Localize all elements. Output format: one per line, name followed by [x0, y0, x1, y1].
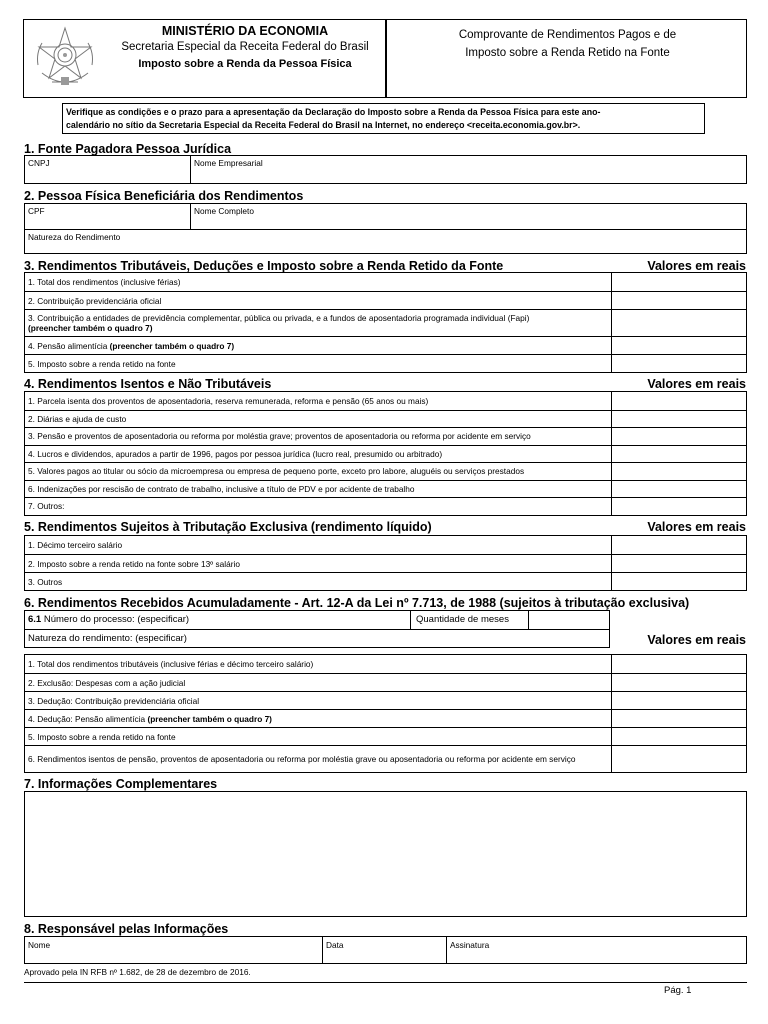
- section1-title: 1. Fonte Pagadora Pessoa Jurídica: [24, 142, 232, 156]
- value-cell: [611, 481, 746, 498]
- table-row: [25, 480, 746, 498]
- row-label: 2. Contribuição previdenciária oficial: [28, 295, 162, 306]
- row-label: 6. Indenizações por rescisão de contrato de trabalho, inclusive a título de PDV e por acidente de trabalho: [28, 483, 415, 494]
- nature-spec-label: Natureza do rendimento: (especificar): [28, 633, 187, 644]
- value-cell: [611, 446, 746, 463]
- values-header-s4: Valores em reais: [647, 377, 746, 391]
- row-label: 5. Valores pagos ao titular ou sócio da microempresa ou empresa de pequeno porte, exceto pro labore, aluguéis ou serviços prestados: [28, 466, 525, 477]
- section2-title: 2. Pessoa Física Beneficiária dos Rendimentos: [24, 189, 304, 203]
- responsible-name-label: Nome: [28, 940, 51, 950]
- row-label: 5. Imposto sobre a renda retido na fonte: [28, 358, 176, 369]
- values-header-s3: Valores em reais: [647, 259, 746, 273]
- row-label-note: (preencher também o quadro 7): [28, 323, 153, 333]
- table-row: [25, 445, 746, 463]
- value-cell: [611, 337, 746, 354]
- beneficiary-vdivider: [190, 204, 191, 229]
- value-cell: [611, 728, 746, 745]
- coat-of-arms-logo: [32, 25, 98, 91]
- header-divider: [385, 19, 387, 98]
- value-cell: [611, 463, 746, 480]
- months-label: Quantidade de meses: [416, 614, 509, 625]
- beneficiary-hdivider: [25, 229, 746, 230]
- value-cell: [611, 310, 746, 336]
- signature-label: Assinatura: [450, 940, 490, 950]
- value-cell: [611, 392, 746, 410]
- value-cell: [611, 292, 746, 309]
- row-label: 1. Total dos rendimentos (inclusive férias): [28, 277, 181, 287]
- row-label: 1. Total dos rendimentos tributáveis (inclusive férias e décimo terceiro salário): [28, 659, 314, 669]
- value-cell: [611, 555, 746, 572]
- process-vdivider-2: [528, 611, 529, 629]
- table-row: [25, 497, 746, 515]
- section5-title: 5. Rendimentos Sujeitos à Tributação Exclusiva (rendimento líquido): [24, 520, 432, 534]
- row-label: 4. Lucros e dividendos, apurados a partir de 1996, pagos por pessoa jurídica (lucro real, presumido ou arbitrado): [28, 448, 443, 459]
- table-row: [25, 354, 746, 372]
- row-label-text: 4. Pensão alimentícia: [28, 340, 110, 351]
- complementary-info-box: [24, 791, 747, 917]
- tax-name: Imposto sobre a Renda da Pessoa Física: [138, 58, 352, 70]
- row-label-text: 4. Dedução: Pensão alimentícia: [28, 713, 148, 724]
- section4-title: 4. Rendimentos Isentos e Não Tributáveis: [24, 377, 272, 391]
- responsible-vdivider-2: [446, 937, 447, 963]
- row-label: [28, 714, 603, 724]
- approval-text: Aprovado pela IN RFB nº 1.682, de 28 de dezembro de 2016.: [24, 967, 251, 977]
- page-number: Pág. 1: [664, 985, 692, 996]
- table-row: [25, 273, 746, 291]
- payer-divider: [190, 156, 191, 183]
- notice-line2: calendário no sítio da Secretaria Especial da Receita Federal do Brasil na Internet, no endereço <receita.economia.gov.br>.: [66, 120, 581, 130]
- section5-table: [24, 535, 747, 591]
- process-box: [24, 610, 610, 648]
- cnpj-label: CNPJ: [28, 158, 50, 168]
- row-label: 3. Pensão e proventos de aposentadoria ou reforma por moléstia grave; proventos de aposentadoria ou reforma por acidente em serviço: [28, 431, 531, 442]
- value-cell: [611, 536, 746, 554]
- doc-title-line1: Comprovante de Rendimentos Pagos e de: [458, 29, 677, 41]
- table-row: [25, 536, 746, 554]
- row-label-note: (preencher também o quadro 7): [109, 340, 235, 351]
- table-row: [25, 673, 746, 691]
- table-row: [25, 410, 746, 428]
- row-label: 6. Rendimentos isentos de pensão, proventos de aposentadoria ou reforma por moléstia grave ou aposentadoria ou reforma por acidente em serviço: [28, 754, 576, 764]
- table-row: [25, 291, 746, 309]
- value-cell: [611, 573, 746, 590]
- section7-title: 7. Informações Complementares: [24, 777, 218, 791]
- value-cell: [611, 746, 746, 772]
- value-cell: [611, 498, 746, 515]
- section8-title: 8. Responsável pelas Informações: [24, 922, 229, 936]
- ministry-title: MINISTÉRIO DA ECONOMIA: [161, 24, 329, 38]
- cpf-label: CPF: [28, 206, 45, 216]
- responsible-box: [24, 936, 747, 964]
- value-cell: [611, 355, 746, 372]
- value-cell: [611, 692, 746, 709]
- value-cell: [611, 655, 746, 673]
- table-row: [25, 655, 746, 673]
- section6-title: 6. Rendimentos Recebidos Acumuladamente - Art. 12-A da Lei nº 7.713, de 1988 (sujeitos à tributação exclusiva): [24, 596, 690, 610]
- table-row: [25, 572, 746, 590]
- section3-title: 3. Rendimentos Tributáveis, Deduções e Imposto sobre a Renda Retido da Fonte: [24, 259, 504, 273]
- notice-line1: Verifique as condições e o prazo para a apresentação da Declaração do Imposto sobre a Renda da Pessoa Física para este ano-: [66, 107, 601, 117]
- table-row: [25, 462, 746, 480]
- row-label: [28, 341, 603, 351]
- value-cell: [611, 674, 746, 691]
- value-cell: [611, 411, 746, 428]
- company-name-label: Nome Empresarial: [194, 158, 263, 168]
- table-row: [25, 727, 746, 745]
- section6-table: [24, 654, 747, 773]
- section4-table: [24, 391, 747, 516]
- value-cell: [611, 273, 746, 291]
- beneficiary-box: [24, 203, 747, 254]
- table-row: [25, 745, 746, 772]
- process-vdivider-1: [410, 611, 411, 629]
- responsible-vdivider-1: [322, 937, 323, 963]
- row-label: 2. Diárias e ajuda de custo: [28, 413, 127, 424]
- values-header-s5: Valores em reais: [647, 520, 746, 534]
- row-label: 1. Décimo terceiro salário: [28, 540, 123, 550]
- row-label: 3. Outros: [28, 576, 63, 587]
- table-row: [25, 336, 746, 354]
- income-nature-label: Natureza do Rendimento: [28, 232, 121, 242]
- row-label: 2. Exclusão: Despesas com a ação judicial: [28, 677, 186, 688]
- process-number-label: [28, 614, 189, 625]
- row-label: [28, 313, 603, 333]
- row-label: 1. Parcela isenta dos proventos de aposentadoria, reserva remunerada, reforma e pensão (65 anos ou mais): [28, 395, 429, 406]
- values-header-s6: Valores em reais: [647, 633, 746, 647]
- process-code: 6.1: [28, 614, 42, 625]
- doc-title-line2: Imposto sobre a Renda Retido na Fonte: [465, 47, 670, 59]
- row-label: 5. Imposto sobre a renda retido na fonte: [28, 731, 176, 742]
- process-text: Número do processo: (especificar): [41, 614, 190, 625]
- payer-box: [24, 155, 747, 184]
- process-hdivider: [25, 629, 609, 630]
- row-label-note: (preencher também o quadro 7): [147, 713, 272, 724]
- table-row: [25, 691, 746, 709]
- value-cell: [611, 428, 746, 445]
- date-label: Data: [326, 940, 344, 950]
- table-row: [25, 554, 746, 572]
- table-row: [25, 309, 746, 336]
- row-label: 3. Dedução: Contribuição previdenciária oficial: [28, 695, 200, 706]
- table-row: [25, 709, 746, 727]
- table-row: [25, 427, 746, 445]
- row-label: 2. Imposto sobre a renda retido na fonte sobre 13º salário: [28, 558, 240, 569]
- section3-table: [24, 272, 747, 373]
- full-name-label: Nome Completo: [194, 206, 254, 216]
- value-cell: [611, 710, 746, 727]
- table-row: [25, 392, 746, 410]
- footer-rule: [24, 982, 747, 983]
- row-label: 7. Outros:: [28, 501, 65, 512]
- row-label-text: 3. Contribuição a entidades de previdência complementar, pública ou privada, e a fundos de aposentadoria programada individual (Fapi): [28, 313, 530, 323]
- secretariat-name: Secretaria Especial da Receita Federal do Brasil: [121, 41, 369, 53]
